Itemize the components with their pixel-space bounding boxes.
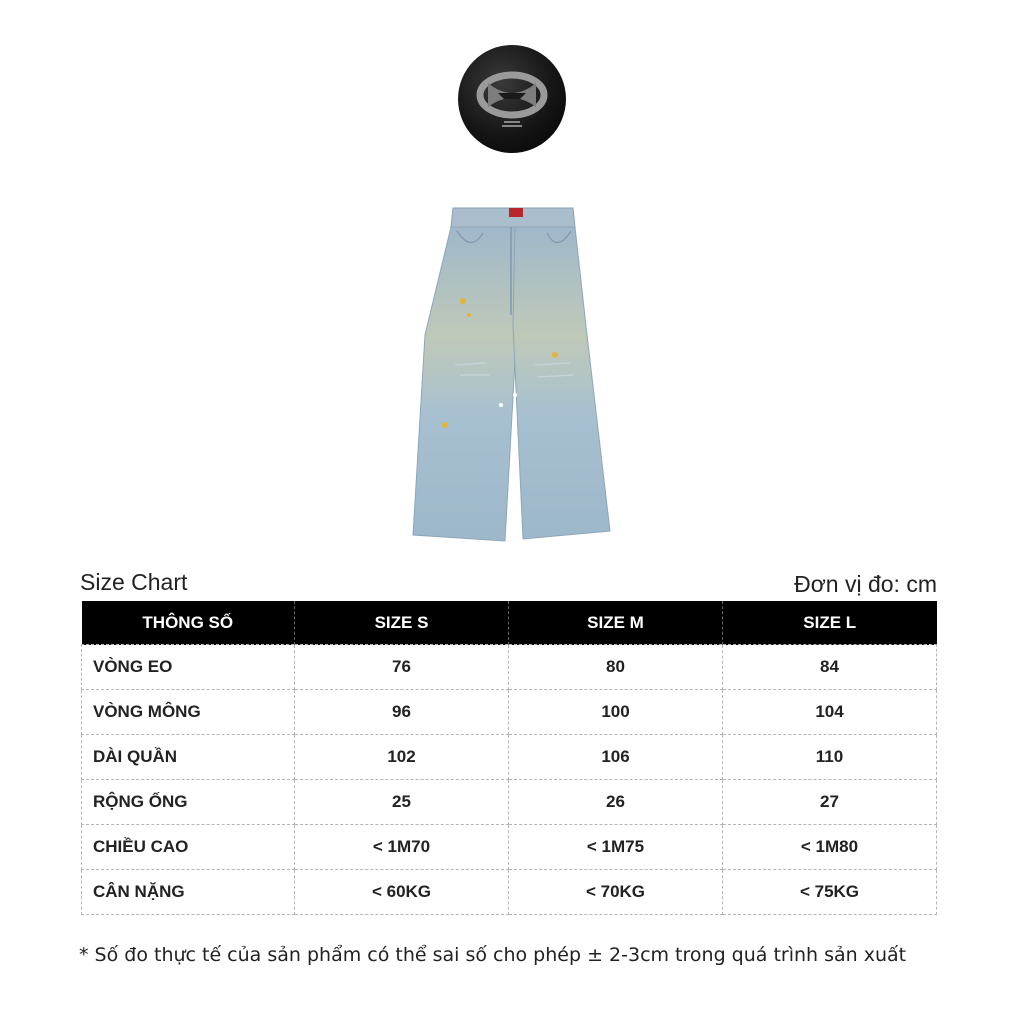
unit-label: Đơn vị đo: cm <box>794 571 937 597</box>
cell-size-l: 104 <box>723 690 937 735</box>
brand-logo-icon <box>458 45 566 153</box>
column-header-spec: THÔNG SỐ <box>82 601 295 645</box>
cell-size-m: < 70KG <box>509 870 723 915</box>
table-header-row <box>82 601 937 645</box>
cell-size-m: 100 <box>509 690 723 735</box>
cell-size-m: < 1M75 <box>509 825 723 870</box>
row-label: CHIỀU CAO <box>82 825 295 870</box>
table-row-hip <box>82 690 937 735</box>
row-label: VÒNG MÔNG <box>82 690 295 735</box>
size-chart-title: Size Chart <box>80 569 188 595</box>
cell-size-l: 84 <box>723 645 937 690</box>
column-header-size-l: SIZE L <box>723 601 937 645</box>
size-chart-table <box>81 601 937 915</box>
table-row-height <box>82 825 937 870</box>
cell-size-s: < 1M70 <box>295 825 509 870</box>
cell-size-s: < 60KG <box>295 870 509 915</box>
row-label: RỘNG ỐNG <box>82 780 295 825</box>
table-row-weight <box>82 870 937 915</box>
column-header-size-s: SIZE S <box>295 601 509 645</box>
column-header-size-m: SIZE M <box>509 601 723 645</box>
cell-size-s: 96 <box>295 690 509 735</box>
cell-size-s: 25 <box>295 780 509 825</box>
jeans-product-image <box>405 205 620 550</box>
cell-size-s: 102 <box>295 735 509 780</box>
cell-size-s: 76 <box>295 645 509 690</box>
table-row-waist <box>82 645 937 690</box>
cell-size-l: 27 <box>723 780 937 825</box>
cell-size-l: < 1M80 <box>723 825 937 870</box>
row-label: CÂN NẶNG <box>82 870 295 915</box>
footnote: * Số đo thực tế của sản phẩm có thể sai số cho phép ± 2-3cm trong quá trình sản xuất <box>79 944 907 966</box>
cell-size-m: 80 <box>509 645 723 690</box>
row-label: VÒNG EO <box>82 645 295 690</box>
cell-size-m: 26 <box>509 780 723 825</box>
cell-size-m: 106 <box>509 735 723 780</box>
cell-size-l: < 75KG <box>723 870 937 915</box>
table-row-leg-opening <box>82 780 937 825</box>
row-label: DÀI QUẦN <box>82 735 295 780</box>
table-row-length <box>82 735 937 780</box>
cell-size-l: 110 <box>723 735 937 780</box>
